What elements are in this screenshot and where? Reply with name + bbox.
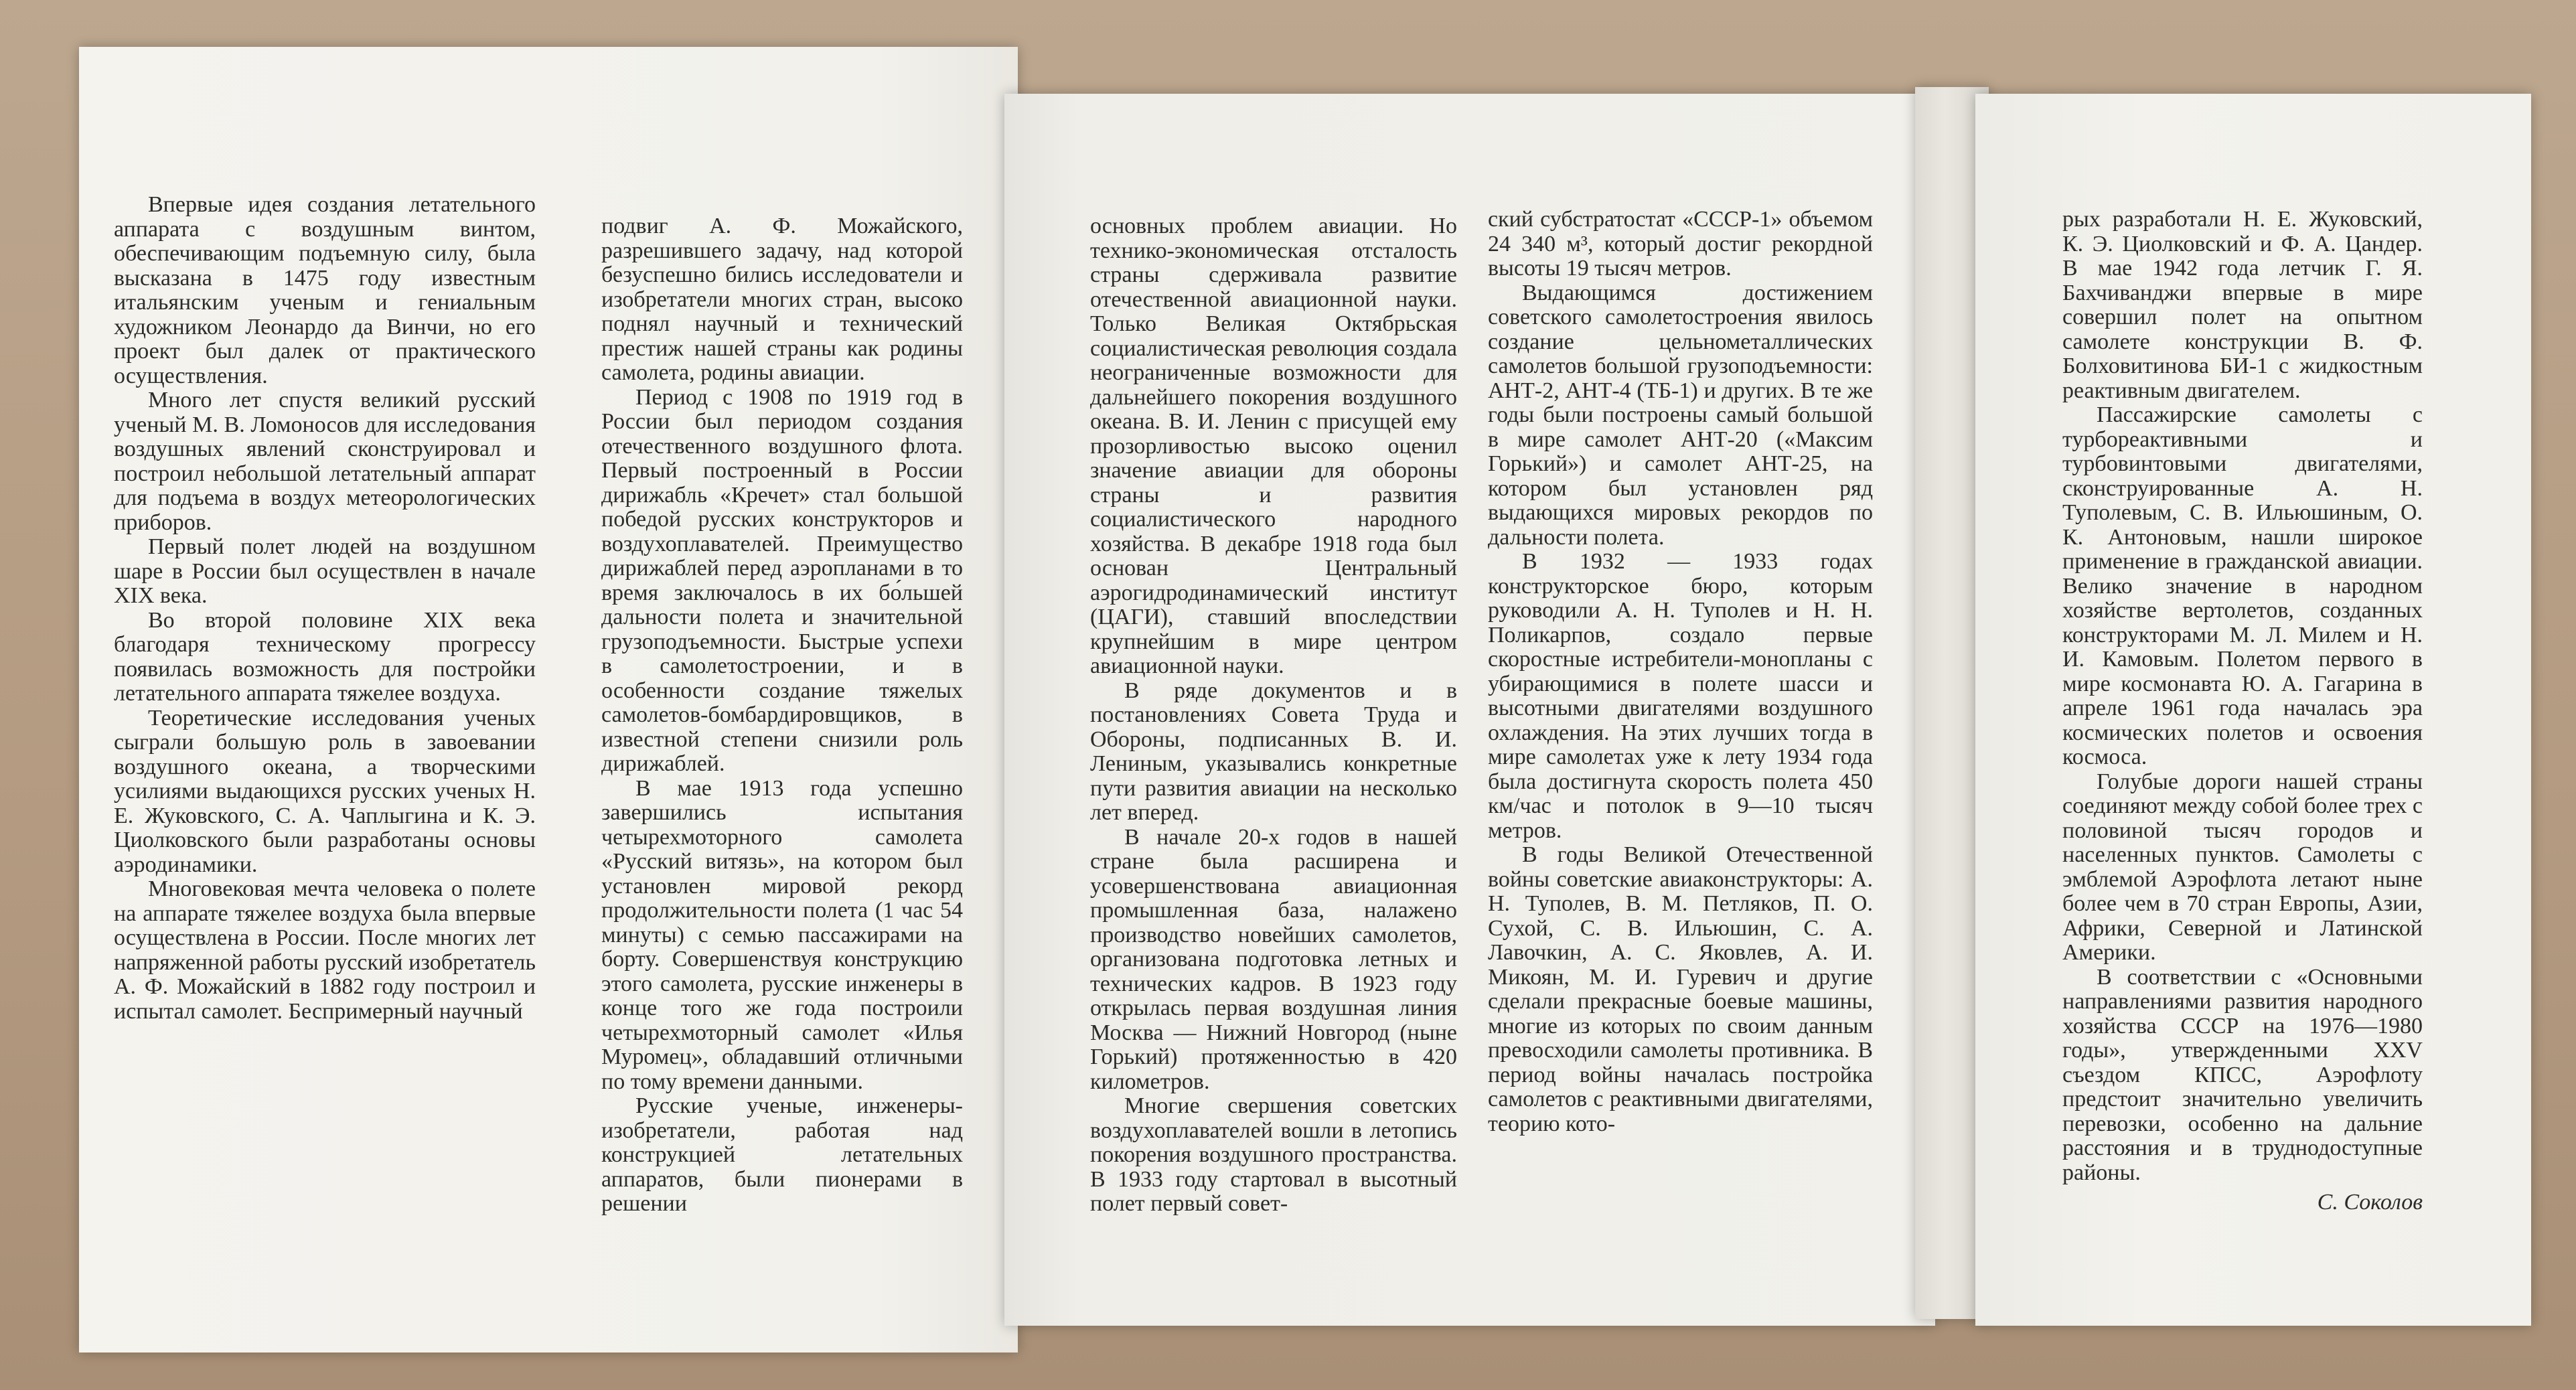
paragraph: В соответствии с «Основными направлениями развития народного хозяйства СССР на 1976—1980 годы», утвержденными XXV съездом КПСС, Аэрофлоту предстоит значительно увеличить перевозки, особенно на дальние расстояния и в труднодоступные районы. — [2062, 964, 2423, 1185]
paragraph: ский субстратостат «СССР-1» объемом 24 340 м³, который достиг рекордной высоты 19 тысяч метров. — [1488, 207, 1873, 281]
paragraph: Первый полет людей на воздушном шаре в России был осуществлен в начале XIX века. — [114, 534, 536, 608]
paragraph: В ряде документов и в постановлениях Совета Труда и Обороны, подписанных В. И. Лениным, указывались конкретные пути развития авиации на несколько лет вперед. — [1090, 678, 1457, 825]
author-signature: С. Соколов — [2317, 1190, 2423, 1215]
paragraph: В мае 1913 года успешно завершились испытания четырехмоторного самолета «Русский витязь», на котором был установлен мировой рекорд продолжительности полета (1 час 54 минуты) с семью пассажирами на борту. Совершенствуя конструкцию этого самолета, русские инженеры в конце того же года построили четырехмоторный самолет «Илья Муромец», обладавший отличными по тому времени данными. — [601, 775, 963, 1094]
paragraph: В 1932 — 1933 годах конструкторское бюро, которым руководили А. Н. Туполев и Н. Н. Поликарпов, создало первые скоростные истребители-монопланы с убирающимися в полете шасси и высотными двигателями воздушного охлаждения. На этих лучших тогда в мире самолетах уже к лету 1934 года была достигнута скорость полета 450 км/час и потолок в 9—10 тысяч метров. — [1488, 549, 1873, 843]
paragraph: В начале 20-х годов в нашей стране была расширена и усовершенствована авиационная промышленная база, налажено производство новейших самолетов, организована подготовка летных и технических кадров. В 1923 году открылась первая воздушная линия Москва — Нижний Новгород (ныне Горький) протяженностью в 420 километров. — [1090, 824, 1457, 1094]
paragraph: Выдающимся достижением советского самолетостроения явилось создание цельнометаллических самолетов большой грузоподъемности: АНТ-2, АНТ-4 (ТБ-1) и других. В те же годы были построены самый большой в мире самолет АНТ-20 («Максим Горький») и самолет АНТ-25, на котором был установлен ряд выдающихся мировых рекордов по дальности полета. — [1488, 280, 1873, 550]
paragraph: основных проблем авиации. Но технико-экономическая отсталость страны сдерживала развитие отечественной авиационной науки. Только Великая Октябрьская социалистическая революция создала неограниченные возможности для дальнейшего покорения воздушного океана. В. И. Ленин с присущей ему прозорливостью высоко оценил значение авиации для обороны страны и развития социалистического народного хозяйства. В декабре 1918 года был основан Центральный аэрогидродинамический институт (ЦАГИ), ставший впоследствии крупнейшим в мире центром авиационной науки. — [1090, 214, 1457, 678]
text-column-1 — [114, 193, 536, 1024]
paragraph: Голубые дороги нашей страны соединяют между собой более трех с половиной тысяч городов и населенных пунктов. Самолеты с эмблемой Аэрофлота летают ныне более чем в 70 стран Европы, Азии, Африки, Северной и Латинской Америки. — [2062, 769, 2423, 965]
paragraph: В годы Великой Отечественной войны советские авиаконструкторы: А. Н. Туполев, В. М. Петляков, П. О. Сухой, С. В. Ильюшин, С. А. Лавочкин, А. С. Яковлев, А. И. Микоян, М. И. Гуревич и другие сделали прекрасные боевые машины, многие из которых по своим данным превосходили самолеты противника. В период войны началась постройка самолетов с реактивными двигателями, теорию кото- — [1488, 842, 1873, 1136]
paragraph: Теоретические исследования ученых сыграли большую роль в завоевании воздушного океана, а творческими усилиями выдающихся русских ученых Н. Е. Жуковского, С. А. Чаплыгина и К. Э. Циолковского были разработаны основы аэродинамики. — [114, 705, 536, 877]
paragraph: Впервые идея создания летательного аппарата с воздушным винтом, обеспечивающим подъемную силу, была высказана в 1475 году известным итальянским ученым и гениальным художником Леонардо да Винчи, но его проект был далек от практического осуществления. — [114, 192, 536, 388]
paragraph: подвиг А. Ф. Можайского, разрешившего задачу, над которой безуспешно бились исследователи и изобретатели многих стран, высоко поднял научный и технический престиж нашей страны как родины самолета, родины авиации. — [601, 214, 963, 385]
paragraph: Много лет спустя великий русский ученый М. В. Ломоносов для исследования воздушных явлений сконструировал и построил небольшой летательный аппарат для подъема в воздух метеорологических приборов. — [114, 388, 536, 535]
paragraph: Период с 1908 по 1919 год в России был периодом создания отечественного воздушного флота. Первый построенный в России дирижабль «Кречет» стал большой победой русских конструкторов и воздухоплавателей. Преимущество дирижаблей перед аэропланами в то время заключалось в их бо́льшей дальности полета и значительной грузоподъемности. Быстрые успехи в самолетостроении, и в особенности создание тяжелых самолетов-бомбардировщиков, в известной степени снизили роль дирижаблей. — [601, 384, 963, 776]
paragraph: Русские ученые, инженеры-изобретатели, работая над конструкцией летательных аппаратов, были пионерами в решении — [601, 1093, 963, 1216]
paragraph: Пассажирские самолеты с турбореактивными и турбовинтовыми двигателями, сконструированные А. Н. Туполевым, С. В. Ильюшиным, О. К. Антоновым, нашли широкое применение в гражданской авиации. Велико значение в народном хозяйстве вертолетов, созданных конструкторами М. Л. Милем и Н. И. Камовым. Полетом первого в мире космонавта Ю. А. Гагарина в апреле 1961 года началась эра космических полетов и освоения космоса. — [2062, 402, 2423, 769]
paragraph: рых разработали Н. Е. Жуковский, К. Э. Циолковский и Ф. А. Цандер. В мае 1942 года летчик Г. Я. Бахчиванджи впервые в мире совершил полет на опытном самолете конструкции В. Ф. Болховитинова БИ-1 с жидкостным реактивным двигателем. — [2062, 207, 2423, 403]
text-column-4 — [1488, 208, 1873, 1136]
text-column-5 — [2062, 208, 2423, 1215]
paragraph: Многие свершения советских воздухоплавателей вошли в летопись покорения воздушного пространства. В 1933 году стартовал в высотный полет первый совет- — [1090, 1093, 1457, 1216]
text-column-3 — [1090, 214, 1457, 1217]
text-column-2 — [601, 214, 963, 1217]
paragraph: Многовековая мечта человека о полете на аппарате тяжелее воздуха была впервые осуществлена в России. После многих лет напряженной работы русский изобретатель А. Ф. Можайский в 1882 году построил и испытал самолет. Беспримерный научный — [114, 876, 536, 1024]
paragraph: Во второй половине XIX века благодаря техническому прогрессу появилась возможность для постройки летательного аппарата тяжелее воздуха. — [114, 607, 536, 706]
